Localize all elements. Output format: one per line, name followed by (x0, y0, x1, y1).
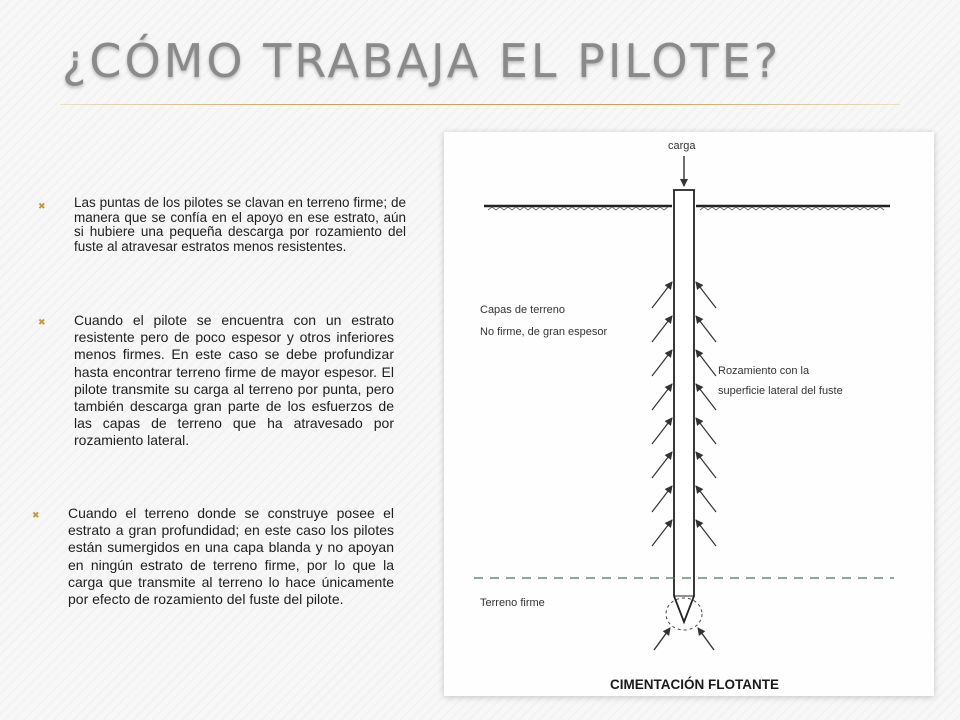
soft-layer-label-line1: Capas de terreno (480, 304, 565, 316)
load-label: carga (668, 140, 696, 152)
bullet-marker-icon: ✖ (32, 510, 40, 520)
pile-shaft (674, 190, 694, 622)
diagram-caption: CIMENTACIÓN FLOTANTE (610, 677, 779, 692)
bullet-marker-icon: ✖ (38, 317, 46, 327)
bullet-item-3 (32, 505, 402, 608)
firm-ground-label: Terreno firme (480, 597, 545, 609)
bullet-text-2: Cuando el pilote se encuentra con un estrato resistente pero de poco espesor y otros inferiores menos firmes. En este caso se debe profundizar hasta encontrar terreno firme de mayor espesor. El pilote transmite su carga al terreno por punta, pero también descarga gran parte de los esfuerzos de las capas de terreno que ha atravesado por rozamiento lateral. (74, 312, 394, 449)
slide-title: ¿CÓMO TRABAJA EL PILOTE? (62, 34, 782, 88)
soft-layer-label-line2: No firme, de gran espesor (480, 326, 608, 338)
bullet-text-1: Las puntas de los pilotes se clavan en terreno firme; de manera que se confía en el apoyo en ese estrato, aún si hubiere una pequeña descarga por rozamiento del fuste al atravesar estratos menos resistentes. (74, 195, 406, 255)
pile-diagram-figure (444, 132, 934, 696)
bullet-text-3: Cuando el terreno donde se construye posee el estrato a gran profundidad; en este caso los pilotes están sumergidos en una capa blanda y no apoyan en ningún estrato de terreno firme, por lo que la carga que transmite al terreno lo hace únicamente por efecto de rozamiento del fuste del pilote. (68, 505, 394, 608)
pile-diagram (444, 132, 934, 696)
bullet-item-2 (38, 312, 400, 450)
bullet-marker-icon: ✖ (38, 201, 46, 211)
friction-label-line1: Rozamiento con la (718, 365, 810, 377)
bullet-item-1 (38, 196, 410, 255)
tip-arrow-left (654, 628, 670, 650)
tip-arrow-right (698, 628, 714, 650)
title-divider (60, 104, 900, 105)
friction-label-line2: superficie lateral del fuste (718, 385, 843, 397)
